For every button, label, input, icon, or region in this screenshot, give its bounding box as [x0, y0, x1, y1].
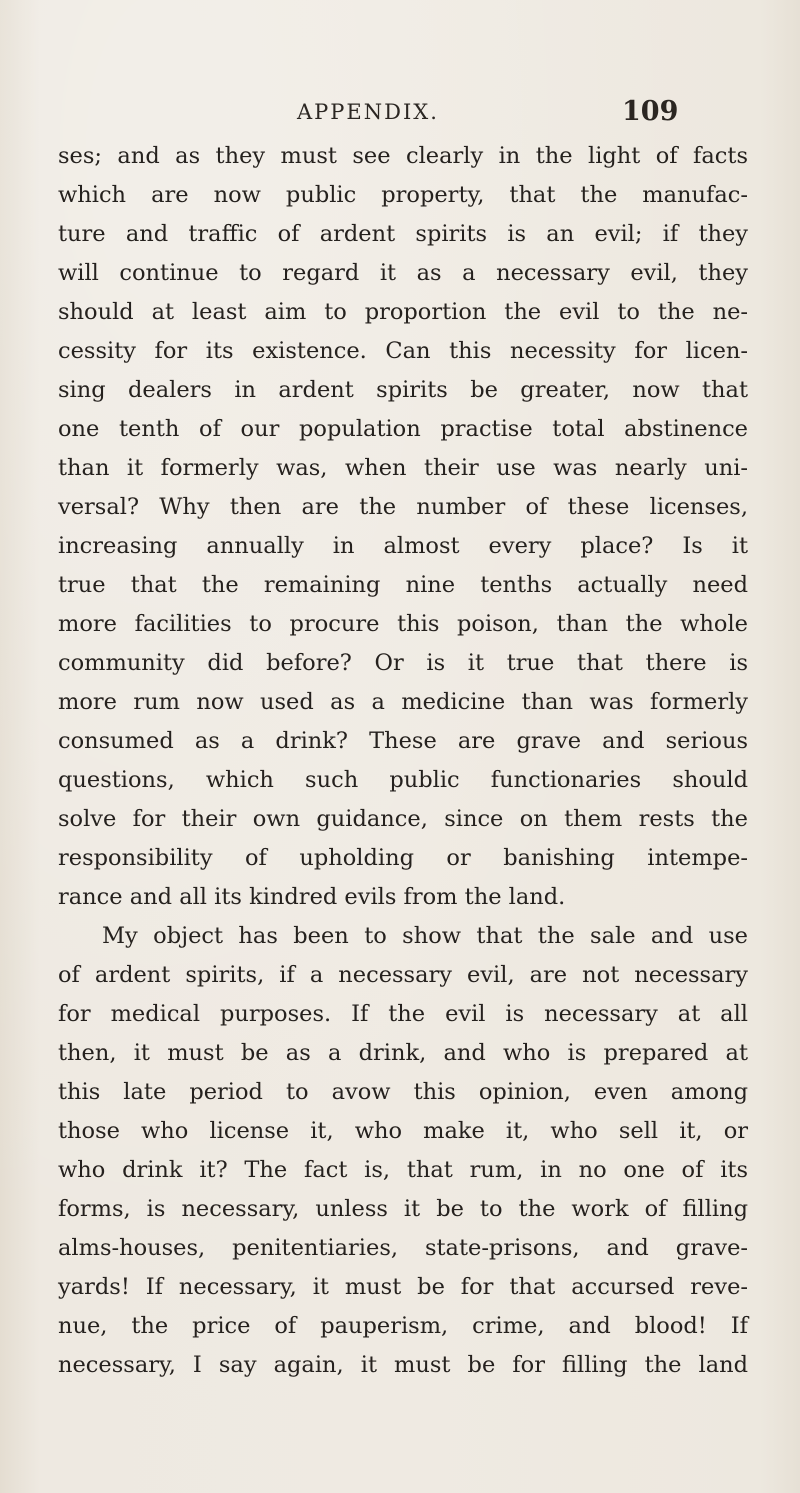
text-line: alms-houses, penitentiaries, state-prisons, and grave-: [58, 1235, 748, 1261]
text-line: who drink it? The fact is, that rum, in no one of its: [58, 1157, 748, 1183]
text-line: yards! If necessary, it must be for that accursed reve-: [58, 1274, 748, 1300]
text-line: those who license it, who make it, who sell it, or: [58, 1118, 748, 1144]
text-line: increasing annually in almost every place? Is it: [58, 533, 748, 559]
text-line: should at least aim to proportion the evil to the ne-: [58, 299, 748, 325]
text-line: responsibility of upholding or banishing intempe-: [58, 845, 748, 871]
text-line: necessary, I say again, it must be for filling the land: [58, 1352, 748, 1378]
text-line: ses; and as they must see clearly in the light of facts: [58, 143, 748, 169]
paragraph-1: [58, 137, 748, 917]
text-line: ture and traffic of ardent spirits is an evil; if they: [58, 221, 748, 247]
text-line: forms, is necessary, unless it be to the work of filling: [58, 1196, 748, 1222]
text-line: which are now public property, that the manufac-: [58, 182, 748, 208]
paragraph-2: [58, 917, 748, 1385]
text-line: consumed as a drink? These are grave and serious: [58, 728, 748, 754]
text-line: this late period to avow this opinion, even among: [58, 1079, 748, 1105]
page-header: [0, 96, 800, 136]
text-line: cessity for its existence. Can this necessity for licen-: [58, 338, 748, 364]
text-line: more facilities to procure this poison, than the whole: [58, 611, 748, 637]
text-line: questions, which such public functionaries should: [58, 767, 748, 793]
text-line: true that the remaining nine tenths actually need: [58, 572, 748, 598]
text-line: one tenth of our population practise total abstinence: [58, 416, 748, 442]
text-line: sing dealers in ardent spirits be greater, now that: [58, 377, 748, 403]
page-number: 109: [622, 96, 679, 127]
text-line: for medical purposes. If the evil is necessary at all: [58, 1001, 748, 1027]
text-line: then, it must be as a drink, and who is prepared at: [58, 1040, 748, 1066]
body-text: [58, 137, 748, 1385]
text-line: will continue to regard it as a necessary evil, they: [58, 260, 748, 286]
text-line: nue, the price of pauperism, crime, and blood! If: [58, 1313, 748, 1339]
text-line: community did before? Or is it true that there is: [58, 650, 748, 676]
running-head: APPENDIX.: [297, 100, 439, 124]
text-line: rance and all its kindred evils from the land.: [58, 884, 566, 910]
text-line: than it formerly was, when their use was nearly uni-: [58, 455, 748, 481]
text-line: solve for their own guidance, since on them rests the: [58, 806, 748, 832]
text-line: versal? Why then are the number of these licenses,: [58, 494, 748, 520]
text-line: My object has been to show that the sale and use: [102, 923, 748, 949]
text-line: more rum now used as a medicine than was formerly: [58, 689, 748, 715]
text-line: of ardent spirits, if a necessary evil, are not necessary: [58, 962, 748, 988]
